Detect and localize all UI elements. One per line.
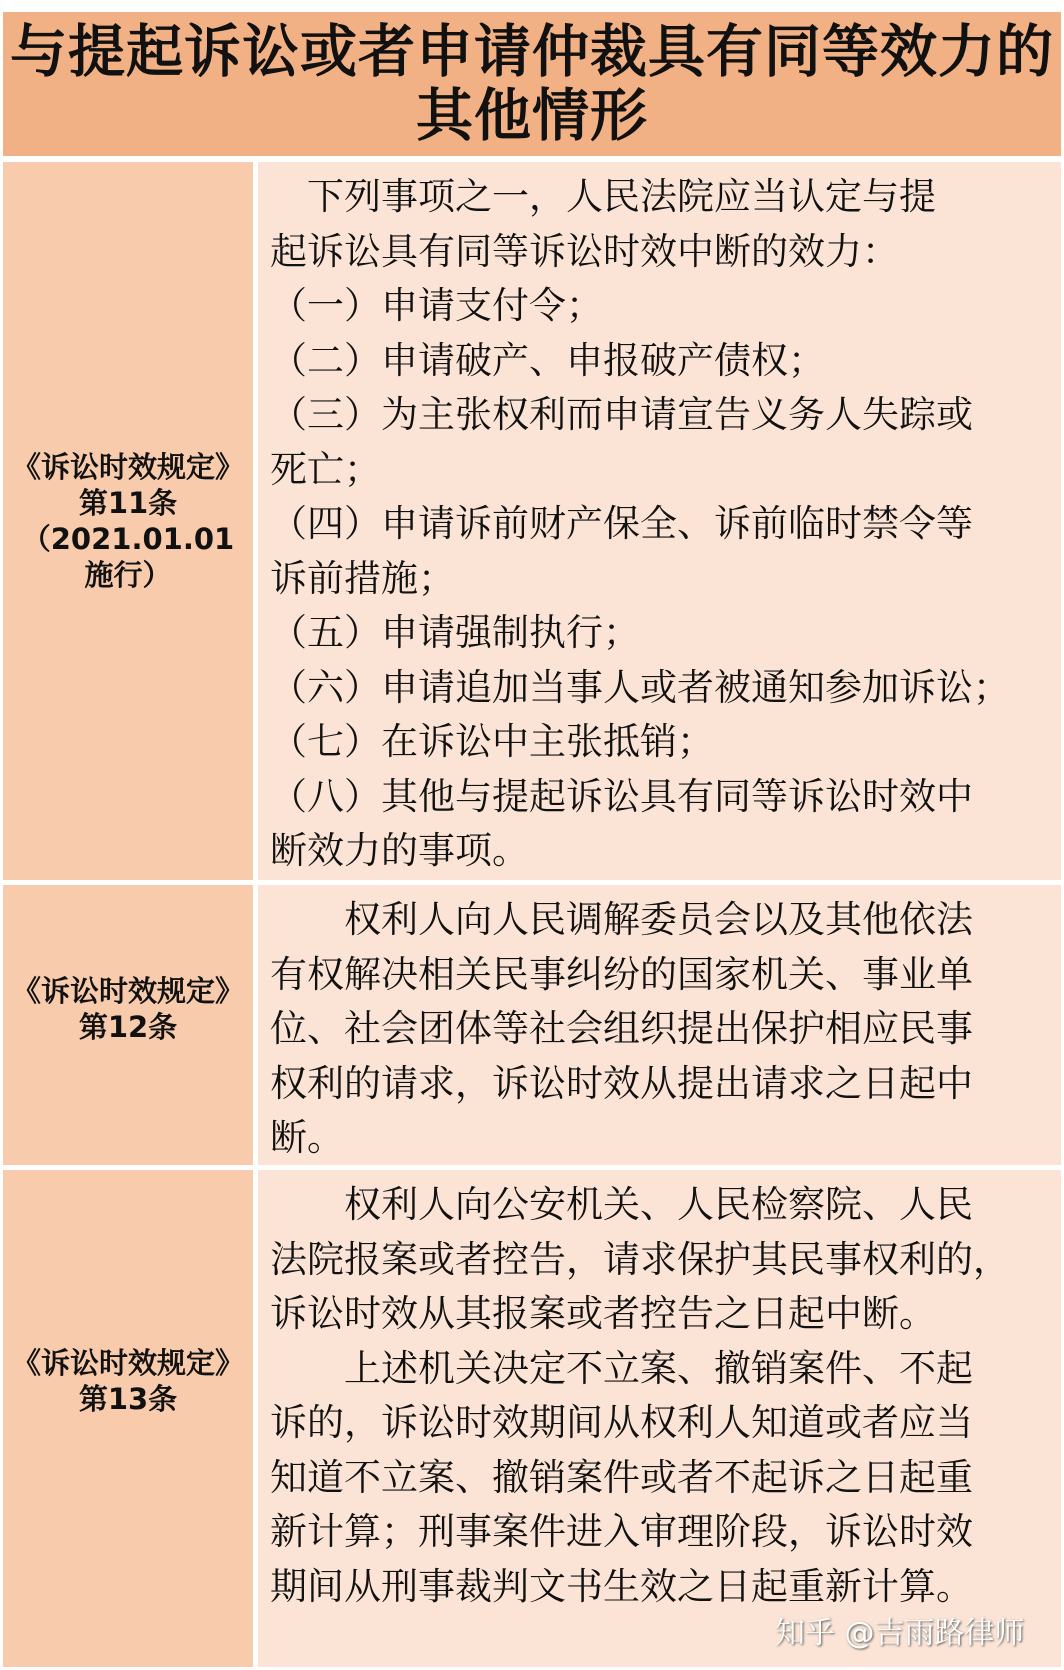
content-line: 上述机关决定不立案、撤销案件、不起 [270, 1346, 973, 1390]
content-line: 知道不立案、撤销案件或者不起诉之日起重 [270, 1455, 973, 1499]
content-line: 期间从刑事裁判文书生效之日起重新计算。 [270, 1564, 973, 1608]
watermark: 知乎 @吉雨路律师 [775, 1616, 1025, 1651]
content-line: （一）申请支付令； [270, 284, 603, 327]
table-row [3, 885, 1061, 1165]
content-line: 权利的请求，诉讼时效从提出请求之日起中 [270, 1061, 973, 1105]
source-text: 第11条 [78, 486, 178, 520]
content-line: 下列事项之一，人民法院应当认定与提 [270, 175, 936, 218]
content-line: 权利人向人民调解委员会以及其他依法 [270, 898, 973, 941]
content-line: 位、社会团体等社会组织提出保护相应民事 [270, 1007, 973, 1050]
title-line: 与提起诉讼或者申请仲裁具有同等效力的 [10, 19, 1054, 85]
content-line: （四）申请诉前财产保全、诉前临时禁令等 [270, 502, 973, 545]
source-text: 第13条 [78, 1382, 178, 1416]
source-text: 《诉讼时效规定》 [11, 1346, 244, 1380]
source-text: （2021.01.01 [21, 522, 235, 556]
content-line: （八）其他与提起诉讼具有同等诉讼时效中 [270, 774, 973, 818]
content-cell [258, 885, 1061, 1165]
source-cell [3, 1170, 253, 1667]
source-cell [3, 885, 253, 1165]
content-cell [258, 162, 1061, 880]
table-title [3, 12, 1061, 156]
content-line: 断效力的事项。 [270, 829, 529, 872]
content-line: 新计算；刑事案件进入审理阶段，诉讼时效 [270, 1510, 973, 1553]
content-line: （二）申请破产、申报破产债权； [270, 338, 825, 382]
table-row [3, 162, 1061, 880]
content-line: 断。 [270, 1116, 344, 1159]
content-line: （六）申请追加当事人或者被通知参加诉讼； [270, 665, 1010, 709]
source-text: 施行） [84, 558, 172, 592]
source-text: 《诉讼时效规定》 [11, 974, 244, 1008]
content-line: 法院报案或者控告，请求保护其民事权利的， [270, 1237, 1010, 1281]
content-line: 诉的，诉讼时效期间从权利人知道或者应当 [270, 1401, 973, 1444]
content-line: 诉前措施； [270, 556, 455, 600]
title-line: 其他情形 [416, 83, 648, 149]
content-line: 起诉讼具有同等诉讼时效中断的效力： [270, 229, 899, 273]
source-cell [3, 162, 253, 880]
source-text: 第12条 [78, 1010, 178, 1044]
content-cell [258, 1170, 1061, 1667]
content-line: 权利人向公安机关、人民检察院、人民 [270, 1183, 973, 1226]
content-line: 死亡； [270, 447, 381, 491]
table-row [3, 1170, 1061, 1667]
content-line: （三）为主张权利而申请宣告义务人失踪或 [270, 393, 973, 436]
content-line: 有权解决相关民事纠纷的国家机关、事业单 [270, 952, 973, 996]
content-line: （五）申请强制执行； [270, 611, 640, 654]
content-line: （七）在诉讼中主张抵销； [270, 720, 714, 763]
source-text: 《诉讼时效规定》 [11, 450, 244, 484]
content-line: 诉讼时效从其报案或者控告之日起中断。 [270, 1292, 936, 1335]
